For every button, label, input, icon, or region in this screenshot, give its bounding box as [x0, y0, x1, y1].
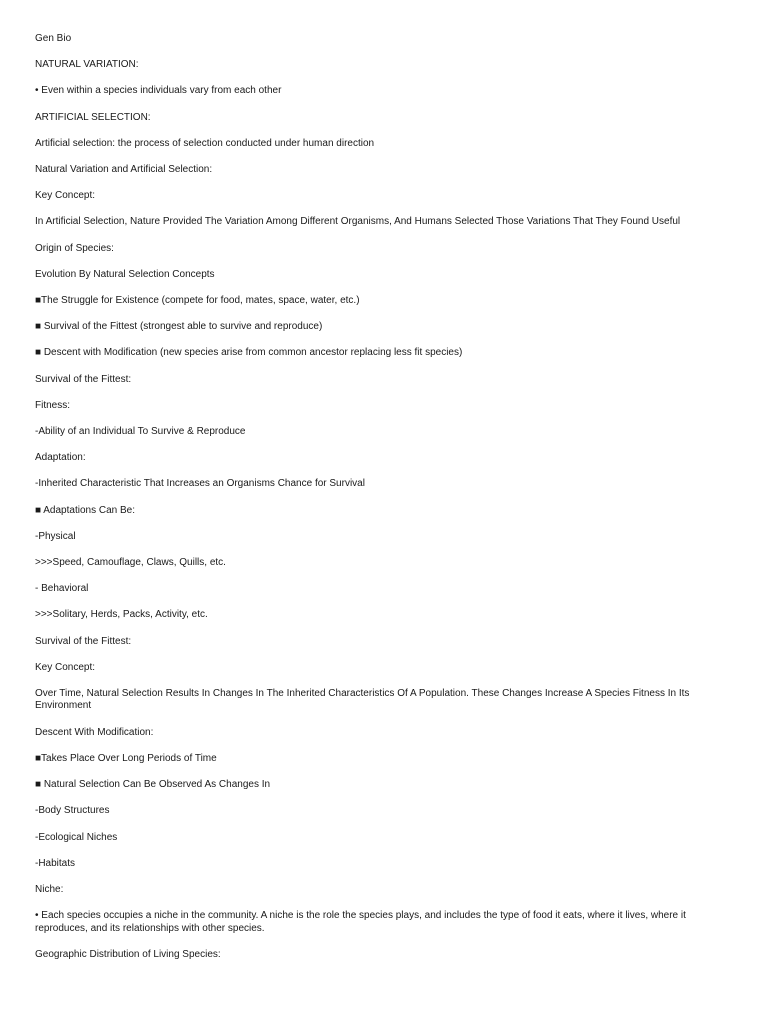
body-text: >>>Speed, Camouflage, Claws, Quills, etc. [35, 557, 226, 569]
section-heading: Survival of the Fittest: [35, 635, 132, 647]
section-heading: Geographic Distribution of Living Species: [35, 948, 221, 960]
body-text: Over Time, Natural Selection Results In Changes In The Inherited Characteristics Of A Population. These Changes Increase A Species Fitness In Its Environment [35, 688, 690, 712]
bullet-item: ■ Natural Selection Can Be Observed As Changes In [35, 779, 271, 791]
section-heading: Niche: [35, 883, 64, 895]
body-text: -Body Structures [35, 805, 110, 817]
body-text: -Ecological Niches [35, 831, 118, 843]
body-text: -Inherited Characteristic That Increases an Organisms Chance for Survival [35, 478, 365, 490]
body-text: >>>Solitary, Herds, Packs, Activity, etc. [35, 609, 208, 621]
bullet-item: ■ Survival of the Fittest (strongest able to survive and reproduce) [35, 321, 323, 333]
bullet-item: ■The Struggle for Existence (compete for food, mates, space, water, etc.) [35, 295, 360, 307]
bullet-item: ■Takes Place Over Long Periods of Time [35, 752, 217, 764]
section-heading: Descent With Modification: [35, 726, 154, 738]
section-heading: ARTIFICIAL SELECTION: [35, 111, 151, 123]
body-text: -Habitats [35, 857, 76, 869]
document-page [35, 33, 725, 961]
bullet-item: ■ Adaptations Can Be: [35, 504, 135, 516]
subheading: Fitness: [35, 399, 71, 411]
section-heading: NATURAL VARIATION: [35, 59, 139, 71]
subheading: Key Concept: [35, 190, 96, 202]
body-text: -Ability of an Individual To Survive & Reproduce [35, 426, 246, 438]
body-text: - Behavioral [35, 583, 89, 595]
section-heading: Natural Variation and Artificial Selection: [35, 164, 213, 176]
section-heading: Survival of the Fittest: [35, 373, 132, 385]
definition-text: Artificial selection: the process of selection conducted under human direction [35, 137, 375, 149]
body-text: -Physical [35, 530, 76, 542]
section-heading: Origin of Species: [35, 242, 114, 254]
body-text: In Artificial Selection, Nature Provided The Variation Among Different Organisms, And Humans Selected Those Variations That They Found Useful [35, 216, 681, 228]
subheading: Adaptation: [35, 452, 86, 464]
bullet-item: ■ Descent with Modification (new species arise from common ancestor replacing less fit species) [35, 347, 463, 359]
subheading: Key Concept: [35, 661, 96, 673]
subheading: Evolution By Natural Selection Concepts [35, 268, 215, 280]
bullet-item: • Even within a species individuals vary from each other [35, 85, 282, 97]
bullet-item: • Each species occupies a niche in the community. A niche is the role the species plays, and includes the type of food it eats, where it lives, where it reproduces, and its relationships with other species. [35, 910, 686, 934]
doc-title: Gen Bio [35, 33, 72, 44]
